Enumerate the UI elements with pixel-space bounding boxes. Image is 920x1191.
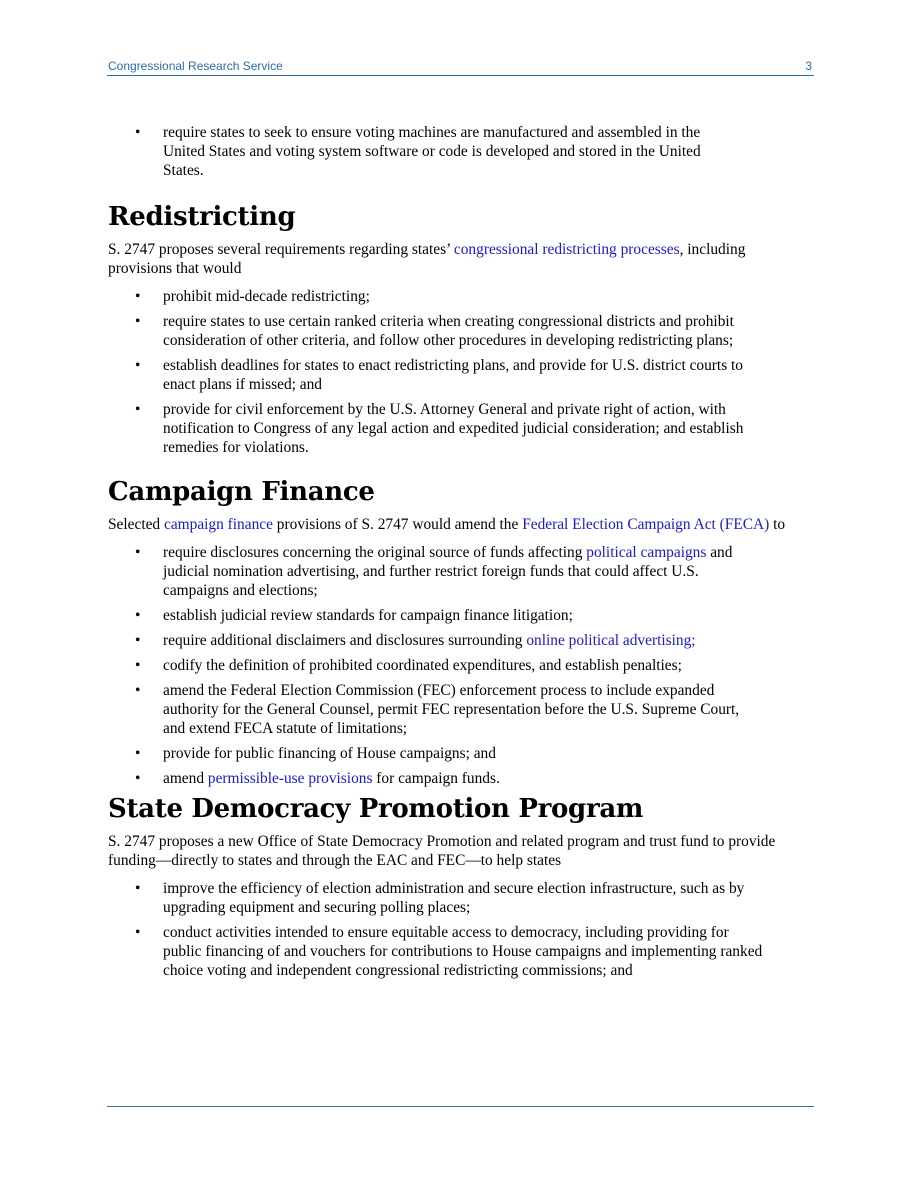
list-item: [108, 400, 763, 457]
bullet-icon: •: [135, 357, 141, 374]
list-item-text: prohibit mid-decade redistricting;: [163, 288, 370, 305]
bullet-icon: •: [135, 544, 141, 561]
list-item-text: amend: [163, 770, 208, 787]
intro-text: , including provisions that would: [108, 241, 746, 277]
list-item: [108, 681, 763, 738]
intro-text: S. 2747 proposes several requirements regarding states’: [108, 241, 454, 258]
bullet-icon: •: [135, 682, 141, 699]
list-item: [108, 543, 763, 600]
list-item: [108, 631, 763, 650]
list-item: [108, 606, 763, 625]
bullet-icon: •: [135, 770, 141, 787]
list-item-text: improve the efficiency of election administration and secure election infrastructure, such as by upgrading equipment and securing polling places;: [163, 880, 745, 916]
link-permissible-use-provisions[interactable]: permissible-use provisions: [207, 770, 373, 787]
bullet-icon: •: [135, 124, 141, 141]
list-item-text: for campaign funds.: [372, 770, 500, 787]
header-title: Congressional Research Service: [108, 59, 283, 73]
section-intro-campaign-finance: [108, 515, 798, 534]
bullet-icon: •: [135, 313, 141, 330]
bullet-icon: •: [135, 288, 141, 305]
bullet-icon: •: [135, 401, 141, 418]
intro-text: Selected: [108, 516, 164, 533]
list-item-text: and judicial nomination advertising, and further restrict foreign funds that could affect U.S. campaigns and elections;: [163, 544, 733, 599]
list-item-text: establish judicial review standards for campaign finance litigation;: [163, 607, 573, 624]
bullet-icon: •: [135, 924, 141, 941]
list-item-text: provide for public financing of House campaigns; and: [163, 745, 496, 762]
section-heading-campaign-finance: Campaign Finance: [108, 477, 375, 507]
redistricting-bullet-list: [108, 287, 798, 457]
list-item: [108, 287, 763, 306]
list-item-text: establish deadlines for states to enact redistricting plans, and provide for U.S. district courts to enact plans if missed; and: [163, 357, 744, 393]
link-feca[interactable]: Federal Election Campaign Act (FECA): [522, 516, 770, 533]
list-item: [108, 312, 763, 350]
campaign-finance-bullet-list: [108, 543, 798, 788]
list-item-text: require states to use certain ranked criteria when creating congressional districts and prohibit consideration of other criteria, and follow other procedures in developing redistricting plans;: [163, 313, 734, 349]
list-item: [108, 879, 763, 917]
list-item-text: codify the definition of prohibited coordinated expenditures, and establish penalties;: [163, 657, 682, 674]
list-item-text: conduct activities intended to ensure equitable access to democracy, including providing for public financing of and vouchers for contributions to House campaigns and implementing ranked choice voting and independent congressional redistricting commissions; and: [163, 924, 763, 979]
list-item-text: amend the Federal Election Commission (FEC) enforcement process to include expanded authority for the General Counsel, permit FEC representation before the U.S. Supreme Court, and extend FECA statute of limitations;: [163, 682, 740, 737]
list-item-text: ;: [691, 632, 696, 649]
page-header: [107, 57, 814, 76]
footer-rule: [107, 1106, 814, 1107]
bullet-icon: •: [135, 745, 141, 762]
bullet-icon: •: [135, 880, 141, 897]
list-item-text: require disclosures concerning the original source of funds affecting: [163, 544, 587, 561]
document-body: [108, 123, 798, 980]
page-number: 3: [805, 59, 812, 73]
bullet-icon: •: [135, 607, 141, 624]
link-campaign-finance[interactable]: campaign finance: [163, 516, 273, 533]
list-item: [108, 923, 763, 980]
bullet-icon: •: [135, 657, 141, 674]
list-item-text: require states to seek to ensure voting machines are manufactured and assembled in the United States and voting system software or code is developed and stored in the United States.: [163, 124, 701, 179]
list-item: [108, 744, 763, 763]
list-item: [108, 656, 763, 675]
link-political-campaigns[interactable]: political campaigns: [586, 544, 707, 561]
intro-text: to: [769, 516, 786, 533]
intro-text: provisions of S. 2747 would amend the: [272, 516, 523, 533]
list-item-text: require additional disclaimers and disclosures surrounding: [163, 632, 527, 649]
link-congressional-redistricting-processes[interactable]: congressional redistricting processes: [453, 241, 680, 258]
list-item: [108, 123, 743, 180]
section-intro-redistricting: [108, 240, 798, 278]
list-item-text: provide for civil enforcement by the U.S. Attorney General and private right of action, with notification to Congress of any legal action and expedited judicial consideration; and establish remedies for violations.: [163, 401, 744, 456]
section-heading-state-democracy-promotion: State Democracy Promotion Program: [108, 794, 644, 824]
bullet-icon: •: [135, 632, 141, 649]
intro-bullet-list: [108, 123, 798, 180]
section-heading-redistricting: Redistricting: [108, 202, 296, 232]
link-online-political-advertising[interactable]: online political advertising: [526, 632, 692, 649]
democracy-bullet-list: [108, 879, 798, 980]
section-intro-state-democracy-promotion: S. 2747 proposes a new Office of State Democracy Promotion and related program and trust fund to provide funding—directly to states and through the EAC and FEC—to help states: [108, 833, 776, 869]
list-item: [108, 769, 763, 788]
list-item: [108, 356, 763, 394]
